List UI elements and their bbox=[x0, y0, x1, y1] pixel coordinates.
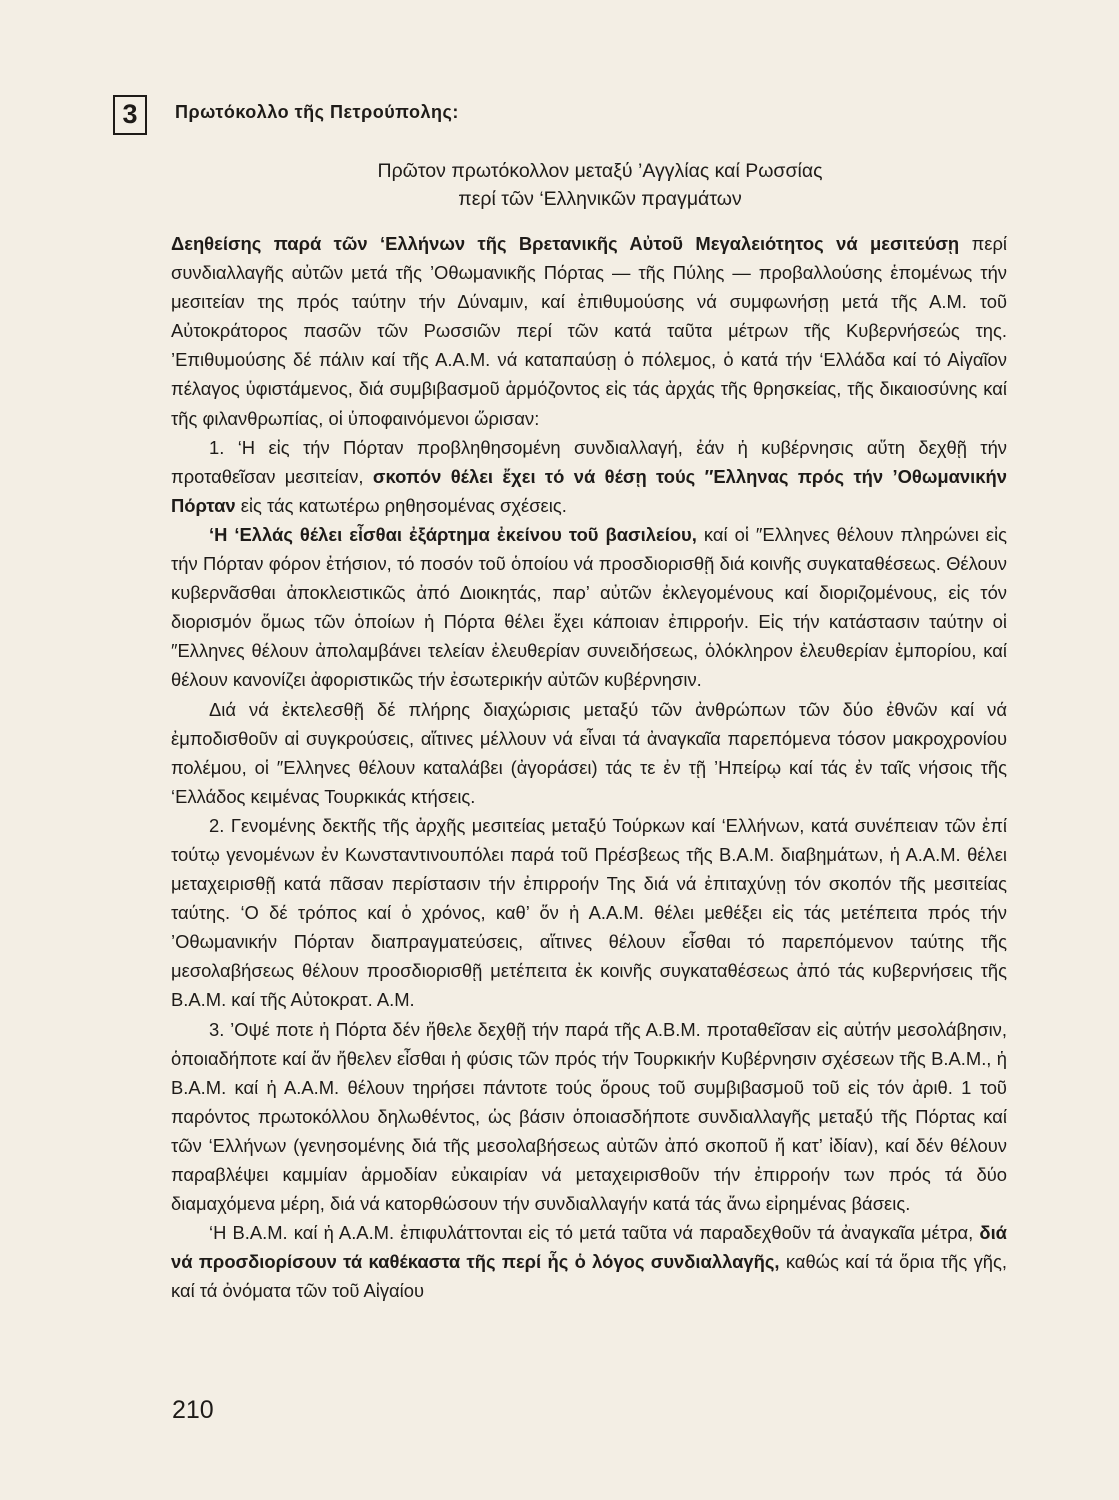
document-subtitle bbox=[170, 157, 1030, 213]
paragraph-text: 1. ‘Η εἰς τήν Πόρταν προβληθησομένη συνδιαλλαγή, ἐάν ἡ κυβέρνησις αὕτη δεχθῇ τήν προταθεῖσαν μεσιτείαν, bbox=[171, 436, 1007, 487]
bold-phrase: διά νά προσδιορίσουν τά καθέκαστα τῆς περί ἧς ὁ λόγος συνδιαλλαγῆς, bbox=[171, 1222, 1007, 1273]
paragraph-text: περί συνδιαλλαγῆς αὐτῶν μετά τῆς ’Οθωμανικῆς Πόρτας — τῆς Πύλης — προβαλλούσης ἑπομένως τήν μεσιτείαν της πρός ταύτην τήν Δύναμιν, καί ἐπιθυμούσης νά συμφωνήσῃ μετά τῆς Α.Μ. τοῦ Αὐτοκράτορος πασῶν τῶν Ρωσσιῶν περί τῶν κατά ταῦτα μέτρων τῆς Κυβερνήσεώς της. ’Επιθυμούσης δέ πάλιν καί τῆς Α.Α.Μ. νά καταπαύσῃ ὁ πόλεμος, ὁ κατά τήν ‘Ελλάδα καί τό Αἰγαῖον πέλαγος ὑφιστάμενος, διά συμβιβασμοῦ ἁρμόζοντος εἰς τάς ἀρχάς τῆς θρησκείας, τῆς δικαιοσύνης καί τῆς φιλανθρωπίας, οἱ ὑποφαινόμενοι ὥρισαν: bbox=[171, 233, 1008, 429]
paragraph-article-2: 2. Γενομένης δεκτῆς τῆς ἀρχῆς μεσιτείας μεταξύ Τούρκων καί ‘Ελλήνων, κατά συνέπειαν τῶν ἐπί τούτῳ γενομένων ἐν Κωνσταντινουπόλει παρά τοῦ Πρέσβεως τῆς Β.Α.Μ. διαβημάτων, ἡ Α.Α.Μ. θέλει μεταχειρισθῇ κατά πᾶσαν περίστασιν τήν ἐπιρροήν Της διά νά ἐπιταχύνῃ τόν σκοπόν τῆς μεσιτείας ταύτης. ‘Ο δέ τρόπος καί ὁ χρόνος, καθ’ ὅν ἡ Α.Α.Μ. θέλει μεθέξει εἰς τάς μετέπειτα πρός τήν ’Οθωμανικήν Πόρταν διαπραγματεύσεις, αἵτινες θέλουν εἶσθαι τό παρεπόμενον ταύτης τῆς μεσολαβήσεως θέλουν προσδιορισθῇ μετέπειτα ἐκ κοινῆς συγκαταθέσεως ἀπό τάς κυβερνήσεις τῆς Β.Α.Μ. καί τῆς Αὐτοκρατ. Α.Μ. bbox=[171, 814, 1007, 1011]
paragraph-article-1 bbox=[171, 433, 1007, 520]
bold-phrase: Δεηθείσης παρά τῶν ‘Ελλήνων τῆς Βρετανικῆς Αὐτοῦ Μεγαλειότητος νά μεσιτεύσῃ bbox=[171, 233, 960, 254]
subtitle-line: Πρῶτον πρωτόκολλον μεταξύ ’Αγγλίας καί Ρωσσίας bbox=[377, 160, 823, 182]
document-body bbox=[171, 229, 1007, 1305]
paragraph-text: ‘Η Β.Α.Μ. καί ἡ Α.Α.Μ. ἐπιφυλάττονται εἰς τό μετά ταῦτα νά παραδεχθοῦν τά ἀναγκαῖα μέτρα, bbox=[209, 1222, 980, 1244]
paragraph-greece-dependency bbox=[171, 520, 1007, 695]
paragraph-text: εἰς τάς κατωτέρω ρηθησομένας σχέσεις. bbox=[235, 494, 567, 516]
paragraph-intro bbox=[171, 229, 1007, 433]
subtitle-line: περί τῶν ‘Ελληνικῶν πραγμάτων bbox=[458, 188, 742, 210]
paragraph-text: καί οἱ ″Ελληνες θέλουν πληρώνει εἰς τήν Πόρταν φόρον ἐτήσιον, τό ποσόν τοῦ ὁποίου νά προσδιορισθῇ διά κοινῆς συγκαταθέσεως. Θέλουν κυβερνᾶσθαι ἀποκλειστικῶς ἀπό Διοικητάς, παρ’ αὐτῶν ἐκλεγομένους καί διοριζομένους, εἰς τόν διορισμόν ὅμως τῶν ὁποίων ἡ Πόρτα θέλει ἔχει κάποιαν ἐπιρροήν. Εἰς τήν κατάστασιν ταύτην οἱ ″Ελληνες θέλουν ἀπολαμβάνει τελείαν ἐλευθερίαν συνειδήσεως, ὁλόκληρον ἐλευθερίαν ἐμπορίου, καί θέλουν κανονίζει ἀφοριστικῶς τήν ἐσωτερικήν αὐτῶν κυβέρνησιν. bbox=[171, 523, 1008, 691]
section-number-box: 3 bbox=[113, 95, 147, 135]
section-title: Πρωτόκολλο τῆς Πετρούπολης: bbox=[175, 102, 459, 122]
bold-phrase: ‘Η ‘Ελλάς θέλει εἶσθαι ἐξάρτημα ἐκείνου τοῦ βασιλείου, bbox=[209, 523, 697, 545]
paragraph-article-3: 3. ’Οψέ ποτε ἡ Πόρτα δέν ἤθελε δεχθῇ τήν παρά τῆς Α.Β.Μ. προταθεῖσαν εἰς αὐτήν μεσολάβησιν, ὁποιαδήποτε καί ἄν ἤθελεν εἶσθαι ἡ φύσις τῶν πρός τήν Τουρκικήν Κυβέρνησιν σχέσεων τῆς Β.Α.Μ., ἡ Β.Α.Μ. καί ἡ Α.Α.Μ. θέλουν τηρήσει πάντοτε τούς ὅρους τοῦ συμβιβασμοῦ τοῦ εἰς τόν ἀριθ. 1 τοῦ παρόντος πρωτοκόλλου δηλωθέντος, ὡς βάσιν ὁποιασδήποτε συνδιαλλαγῆς μεταξύ τῆς Πόρτας καί τῶν ‘Ελλήνων (γενησομένης διά τῆς μεσολαβήσεως αὐτῶν ἀπό σκοποῦ ἤ κατ’ ἰδίαν), καί δέν θέλουν παραβλέψει καμμίαν ἁρμοδίαν εὐκαιρίαν νά μεταχειρισθοῦν τήν ἐπιρροήν των πρός τά δύο διαμαχόμενα μέρη, διά νά κατορθώσουν τήν συνδιαλλαγήν κατά τάς ἄνω εἰρημένας βάσεις. bbox=[171, 1018, 1007, 1215]
page-number: 210 bbox=[172, 1396, 214, 1424]
paragraph-reservation bbox=[171, 1218, 1007, 1305]
paragraph-text: καθώς καί τά ὅρια τῆς γῆς, καί τά ὀνόματα τῶν τοῦ Αἰγαίου bbox=[171, 1251, 1007, 1302]
paragraph-separation: Διά νά ἐκτελεσθῇ δέ πλήρης διαχώρισις μεταξύ τῶν ἀνθρώπων τῶν δύο ἐθνῶν καί νά ἐμποδισθοῦν αἱ συγκρούσεις, αἵτινες μέλλουν νά εἶναι τά ἀναγκαῖα παρεπόμενα τόσον μακροχρονίου πολέμου, οἱ ″Ελληνες θέλουν καταλάβει (ἀγοράσει) τάς τε ἐν τῇ ’Ηπείρῳ καί τάς ἐν ταῖς νήσοις τῆς ‘Ελλάδος κειμένας Τουρκικάς κτήσεις. bbox=[171, 698, 1007, 807]
bold-phrase: σκοπόν θέλει ἔχει τό νά θέσῃ τούς ″Ελληνας πρός τήν ’Οθωμανικήν Πόρταν bbox=[171, 465, 1007, 516]
